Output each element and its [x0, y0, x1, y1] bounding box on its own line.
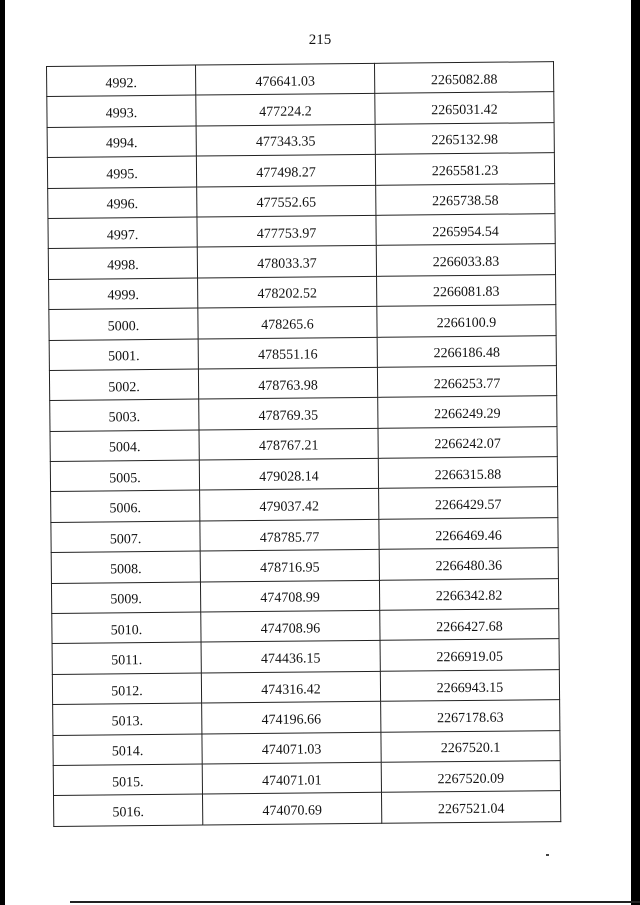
y-coordinate-text: 2266469.46	[435, 528, 502, 544]
scan-border-bottom	[70, 901, 640, 903]
x-coordinate-cell	[202, 702, 381, 734]
x-coordinate-cell	[199, 458, 378, 490]
x-coordinate-cell	[196, 94, 375, 126]
table-row	[47, 62, 554, 97]
x-coordinate-cell	[196, 155, 375, 187]
y-coordinate-text: 2266253.77	[433, 376, 501, 392]
point-number-text: 5013.	[111, 713, 144, 730]
x-coordinate-cell	[198, 337, 377, 369]
y-coordinate-cell	[379, 578, 558, 610]
y-coordinate-cell	[378, 396, 557, 428]
scan-border-right	[631, 0, 640, 905]
table-row	[54, 791, 561, 826]
y-coordinate-cell	[376, 214, 555, 246]
point-number-cell	[53, 734, 202, 766]
point-number-text: 5007.	[109, 531, 142, 547]
point-number-cell	[49, 278, 198, 310]
x-coordinate-cell	[197, 215, 376, 247]
y-coordinate-cell	[375, 153, 554, 185]
y-coordinate-text: 2267520.09	[437, 771, 505, 787]
x-coordinate-text: 478769.35	[258, 408, 319, 424]
x-coordinate-text: 479028.14	[259, 469, 319, 485]
point-number-cell	[51, 551, 200, 583]
x-coordinate-text: 477498.27	[256, 165, 316, 181]
point-number-text: 5002.	[108, 379, 140, 396]
table-row	[52, 609, 559, 644]
y-coordinate-cell	[379, 517, 558, 549]
y-coordinate-text: 2266429.57	[434, 497, 502, 514]
point-number-text: 4996.	[106, 197, 139, 213]
point-number-text: 5001.	[107, 349, 140, 365]
coordinates-table-body	[47, 62, 561, 827]
y-coordinate-text: 2266242.07	[434, 437, 501, 453]
table-row	[48, 214, 555, 249]
y-coordinate-text: 2266033.83	[432, 254, 500, 271]
point-number-cell	[51, 491, 200, 523]
point-number-text: 5012.	[111, 683, 143, 699]
x-coordinate-text: 474196.66	[261, 712, 322, 728]
x-coordinate-cell	[197, 246, 376, 278]
x-coordinate-text: 477753.97	[256, 226, 317, 242]
point-number-text: 5005.	[109, 470, 141, 487]
table-row	[48, 244, 555, 279]
y-coordinate-cell	[375, 122, 554, 154]
page-number: 215	[308, 32, 332, 48]
point-number-cell	[48, 187, 197, 219]
point-number-text: 4997.	[106, 227, 139, 244]
table-row	[50, 426, 557, 461]
x-coordinate-cell	[200, 489, 379, 521]
y-coordinate-text: 2265581.23	[431, 163, 499, 180]
x-coordinate-text: 474071.01	[262, 773, 322, 789]
x-coordinate-cell	[199, 398, 378, 430]
coordinates-table	[46, 61, 561, 827]
y-coordinate-text: 2266427.68	[436, 619, 503, 635]
x-coordinate-text: 478716.95	[260, 560, 320, 576]
point-number-text: 5010.	[110, 622, 143, 639]
x-coordinate-text: 474708.99	[260, 590, 320, 607]
y-coordinate-cell	[381, 700, 560, 732]
table-row	[49, 305, 556, 340]
table-row	[49, 366, 556, 401]
x-coordinate-text: 478265.6	[261, 317, 314, 333]
point-number-cell	[47, 126, 196, 158]
table-row	[47, 153, 554, 188]
x-coordinate-text: 478033.37	[257, 256, 317, 273]
point-number-cell	[52, 673, 201, 705]
y-coordinate-text: 2266480.36	[435, 558, 503, 575]
y-coordinate-text: 2266100.9	[436, 315, 497, 332]
table-row	[51, 578, 558, 613]
x-coordinate-text: 474071.03	[261, 742, 322, 759]
x-coordinate-cell	[201, 610, 380, 642]
y-coordinate-cell	[377, 274, 556, 306]
y-coordinate-cell	[380, 609, 559, 641]
y-coordinate-cell	[379, 548, 558, 580]
x-coordinate-cell	[202, 732, 381, 764]
y-coordinate-text: 2266315.88	[434, 467, 502, 484]
y-coordinate-cell	[381, 791, 560, 823]
x-coordinate-cell	[195, 63, 374, 95]
x-coordinate-text: 474708.96	[260, 621, 321, 637]
x-coordinate-text: 477343.35	[255, 134, 316, 151]
point-number-text: 5009.	[110, 592, 142, 608]
x-coordinate-cell	[200, 519, 379, 551]
y-coordinate-cell	[376, 183, 555, 215]
y-coordinate-text: 2265954.54	[432, 224, 499, 240]
y-coordinate-text: 2267178.63	[436, 710, 504, 727]
point-number-cell	[47, 156, 196, 188]
x-coordinate-text: 478767.21	[258, 438, 319, 455]
x-coordinate-cell	[200, 550, 379, 582]
y-coordinate-text: 2267521.04	[437, 801, 505, 818]
x-coordinate-text: 477552.65	[256, 195, 317, 212]
point-number-cell	[52, 612, 201, 644]
point-number-cell	[54, 794, 203, 826]
x-coordinate-text: 479037.42	[259, 499, 320, 516]
y-coordinate-cell	[380, 669, 559, 701]
point-number-text: 5016.	[112, 805, 144, 821]
x-coordinate-cell	[202, 762, 381, 794]
y-coordinate-cell	[375, 92, 554, 124]
point-number-text: 5004.	[108, 440, 141, 456]
coordinates-table-wrapper	[46, 61, 561, 827]
y-coordinate-cell	[377, 305, 556, 337]
y-coordinate-text: 2265031.42	[431, 102, 498, 119]
table-row	[49, 335, 556, 370]
x-coordinate-text: 477224.2	[259, 104, 312, 121]
x-coordinate-text: 478763.98	[258, 377, 318, 394]
x-coordinate-cell	[198, 367, 377, 399]
y-coordinate-text: 2267520.1	[440, 740, 501, 757]
y-coordinate-text: 2265082.88	[430, 72, 498, 88]
x-coordinate-text: 474070.69	[262, 803, 322, 820]
x-coordinate-text: 474436.15	[260, 651, 321, 668]
table-row	[49, 274, 556, 309]
x-coordinate-text: 478202.52	[257, 286, 318, 303]
x-coordinate-cell	[198, 306, 377, 338]
y-coordinate-text: 2266919.05	[436, 649, 504, 666]
point-number-cell	[51, 521, 200, 553]
point-number-cell	[49, 308, 198, 340]
x-coordinate-cell	[198, 276, 377, 308]
y-coordinate-text: 2266186.48	[433, 345, 501, 362]
table-row	[52, 669, 559, 704]
scan-border-left	[0, 0, 5, 905]
table-row	[47, 122, 554, 157]
x-coordinate-cell	[202, 793, 381, 825]
y-coordinate-cell	[379, 487, 558, 519]
table-row	[51, 548, 558, 583]
table-row	[51, 487, 558, 522]
y-coordinate-text: 2265738.58	[432, 193, 499, 210]
point-number-cell	[50, 430, 199, 462]
point-number-cell	[53, 764, 202, 796]
table-row	[47, 92, 554, 127]
x-coordinate-cell	[197, 185, 376, 217]
y-coordinate-cell	[376, 244, 555, 276]
point-number-text: 5011.	[111, 653, 143, 669]
x-coordinate-cell	[201, 671, 380, 703]
table-row	[50, 396, 557, 431]
y-coordinate-cell	[378, 426, 557, 458]
point-number-text: 4993.	[105, 106, 138, 122]
table-row	[51, 517, 558, 552]
point-number-cell	[52, 642, 201, 674]
point-number-cell	[53, 703, 202, 735]
point-number-cell	[47, 95, 196, 127]
point-number-text: 4994.	[105, 136, 138, 152]
point-number-text: 5003.	[108, 410, 141, 426]
table-row	[53, 761, 560, 796]
y-coordinate-cell	[380, 639, 559, 671]
point-number-text: 4998.	[107, 258, 139, 274]
x-coordinate-text: 478785.77	[259, 529, 320, 546]
x-coordinate-cell	[201, 641, 380, 673]
x-coordinate-cell	[200, 580, 379, 612]
point-number-text: 5000.	[107, 318, 140, 335]
table-row	[53, 730, 560, 765]
point-number-text: 5014.	[111, 744, 144, 760]
y-coordinate-cell	[378, 457, 557, 489]
y-coordinate-text: 2266249.29	[434, 406, 501, 423]
point-number-text: 5006.	[109, 501, 142, 517]
point-number-cell	[50, 399, 199, 431]
x-coordinate-text: 478551.16	[257, 347, 318, 364]
x-coordinate-text: 476641.03	[255, 74, 315, 90]
y-coordinate-text: 2266081.83	[432, 285, 500, 301]
table-row	[53, 700, 560, 735]
table-row	[52, 639, 559, 674]
scan-speck	[546, 854, 549, 856]
table-row	[50, 457, 557, 492]
point-number-text: 5015.	[112, 774, 144, 791]
point-number-text: 4999.	[107, 288, 140, 304]
y-coordinate-cell	[381, 730, 560, 762]
point-number-cell	[48, 217, 197, 249]
y-coordinate-cell	[374, 62, 553, 94]
y-coordinate-cell	[381, 761, 560, 793]
point-number-cell	[48, 247, 197, 279]
y-coordinate-cell	[377, 335, 556, 367]
point-number-cell	[49, 339, 198, 371]
point-number-text: 5008.	[110, 562, 142, 578]
y-coordinate-cell	[377, 366, 556, 398]
point-number-text: 4992.	[105, 75, 137, 92]
point-number-text: 4995.	[106, 166, 138, 183]
point-number-cell	[47, 65, 196, 97]
y-coordinate-text: 2266342.82	[435, 588, 503, 605]
table-row	[48, 183, 555, 218]
point-number-cell	[49, 369, 198, 401]
x-coordinate-cell	[196, 124, 375, 156]
point-number-cell	[50, 460, 199, 492]
y-coordinate-text: 2266943.15	[436, 680, 504, 696]
y-coordinate-text: 2265132.98	[431, 133, 499, 149]
point-number-cell	[51, 582, 200, 614]
x-coordinate-text: 474316.42	[261, 681, 321, 698]
x-coordinate-cell	[199, 428, 378, 460]
